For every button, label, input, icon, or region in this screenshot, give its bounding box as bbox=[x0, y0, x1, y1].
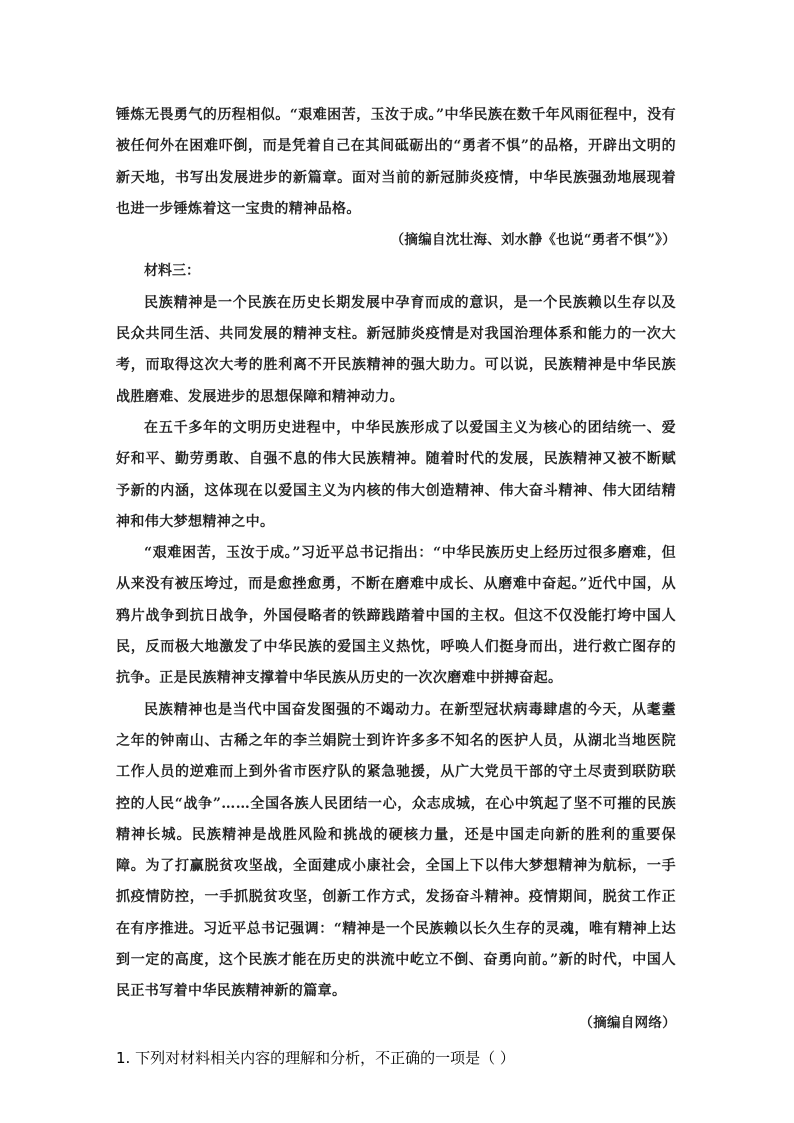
material-3-paragraph-4: 民族精神也是当代中国奋发图强的不竭动力。在新型冠状病毒肆虐的今天，从耄耋之年的钟南山、古稀之年的李兰娟院士到许许多多不知名的医护人员，从湖北当地医院工作人员的逆难而上到外省市医疗队的紧急驰援，从广大党员干部的守土尽责到联防联控的人民“战争”……全国各族人民团结一心，众志成城，在心中筑起了坚不可摧的民族精神长城。民族精神是战胜风险和挑战的硬核力量，还是中国走向新的胜利的重要保障。为了打赢脱贫攻坚战，全面建成小康社会，全国上下以伟大梦想精神为航标，一手抓疫情防控，一手抓脱贫攻坚，创新工作方式，发扬奋斗精神。疫情期间，脱贫工作正在有序推进。习近平总书记强调：“精神是一个民族赖以长久生存的灵魂，唯有精神上达到一定的高度，这个民族才能在历史的洪流中屹立不倒、奋勇向前。”新的时代，中国人民正书写着中华民族精神新的篇章。 bbox=[116, 701, 676, 1000]
material-3-paragraph-3: “艰难困苦，玉汝于成。”习近平总书记指出：“中华民族历史上经历过很多磨难，但从来没有被压垮过，而是愈挫愈勇，不断在磨难中成长、从磨难中奋起。”近代中国，从鸦片战争到抗日战争，外国侵略者的铁蹄践踏着中国的主权。但这不仅没能打垮中国人民，反而极大地激发了中华民族的爱国主义热忱，呼唤人们挺身而出，进行救亡图存的抗争。正是民族精神支撑着中华民族从历史的一次次磨难中拼搏奋起。 bbox=[116, 545, 676, 687]
material-3-paragraph-1: 民族精神是一个民族在历史长期发展中孕育而成的意识，是一个民族赖以生存以及民众共同生活、共同发展的精神支柱。新冠肺炎疫情是对我国治理体系和能力的一次大考，而取得这次大考的胜利离不开民族精神的强大助力。可以说，民族精神是中华民族战胜磨难、发展进步的思想保障和精神动力。 bbox=[116, 294, 676, 405]
material-3-heading: 材料三： bbox=[144, 263, 200, 280]
source-citation-2: （摘编自网络） bbox=[579, 1014, 676, 1031]
paragraph-continuation: 锤炼无畏勇气的历程相似。“艰难困苦，玉汝于成。”中华民族在数千年风雨征程中，没有被任何外在困难吓倒，而是凭着自己在其间砥砺出的“勇者不惧”的品格，开辟出文明的新天地，书写出发展进步的新篇章。面对当前的新冠肺炎疫情，中华民族强劲地展现着也进一步锤炼着这一宝贵的精神品格。 bbox=[116, 107, 676, 217]
material-3-paragraph-2: 在五千多年的文明历史进程中，中华民族形成了以爱国主义为核心的团结统一、爱好和平、勤劳勇敢、自强不息的伟大民族精神。随着时代的发展，民族精神又被不断赋予新的内涵，这体现在以爱国主义为内核的伟大创造精神、伟大奋斗精神、伟大团结精神和伟大梦想精神之中。 bbox=[116, 419, 676, 530]
question-1: 1. 下列对材料相关内容的理解和分析，不正确的一项是（ ） bbox=[116, 1048, 515, 1067]
source-citation-1: （摘编自沈壮海、刘水静《也说“勇者不惧”》） bbox=[390, 232, 676, 249]
